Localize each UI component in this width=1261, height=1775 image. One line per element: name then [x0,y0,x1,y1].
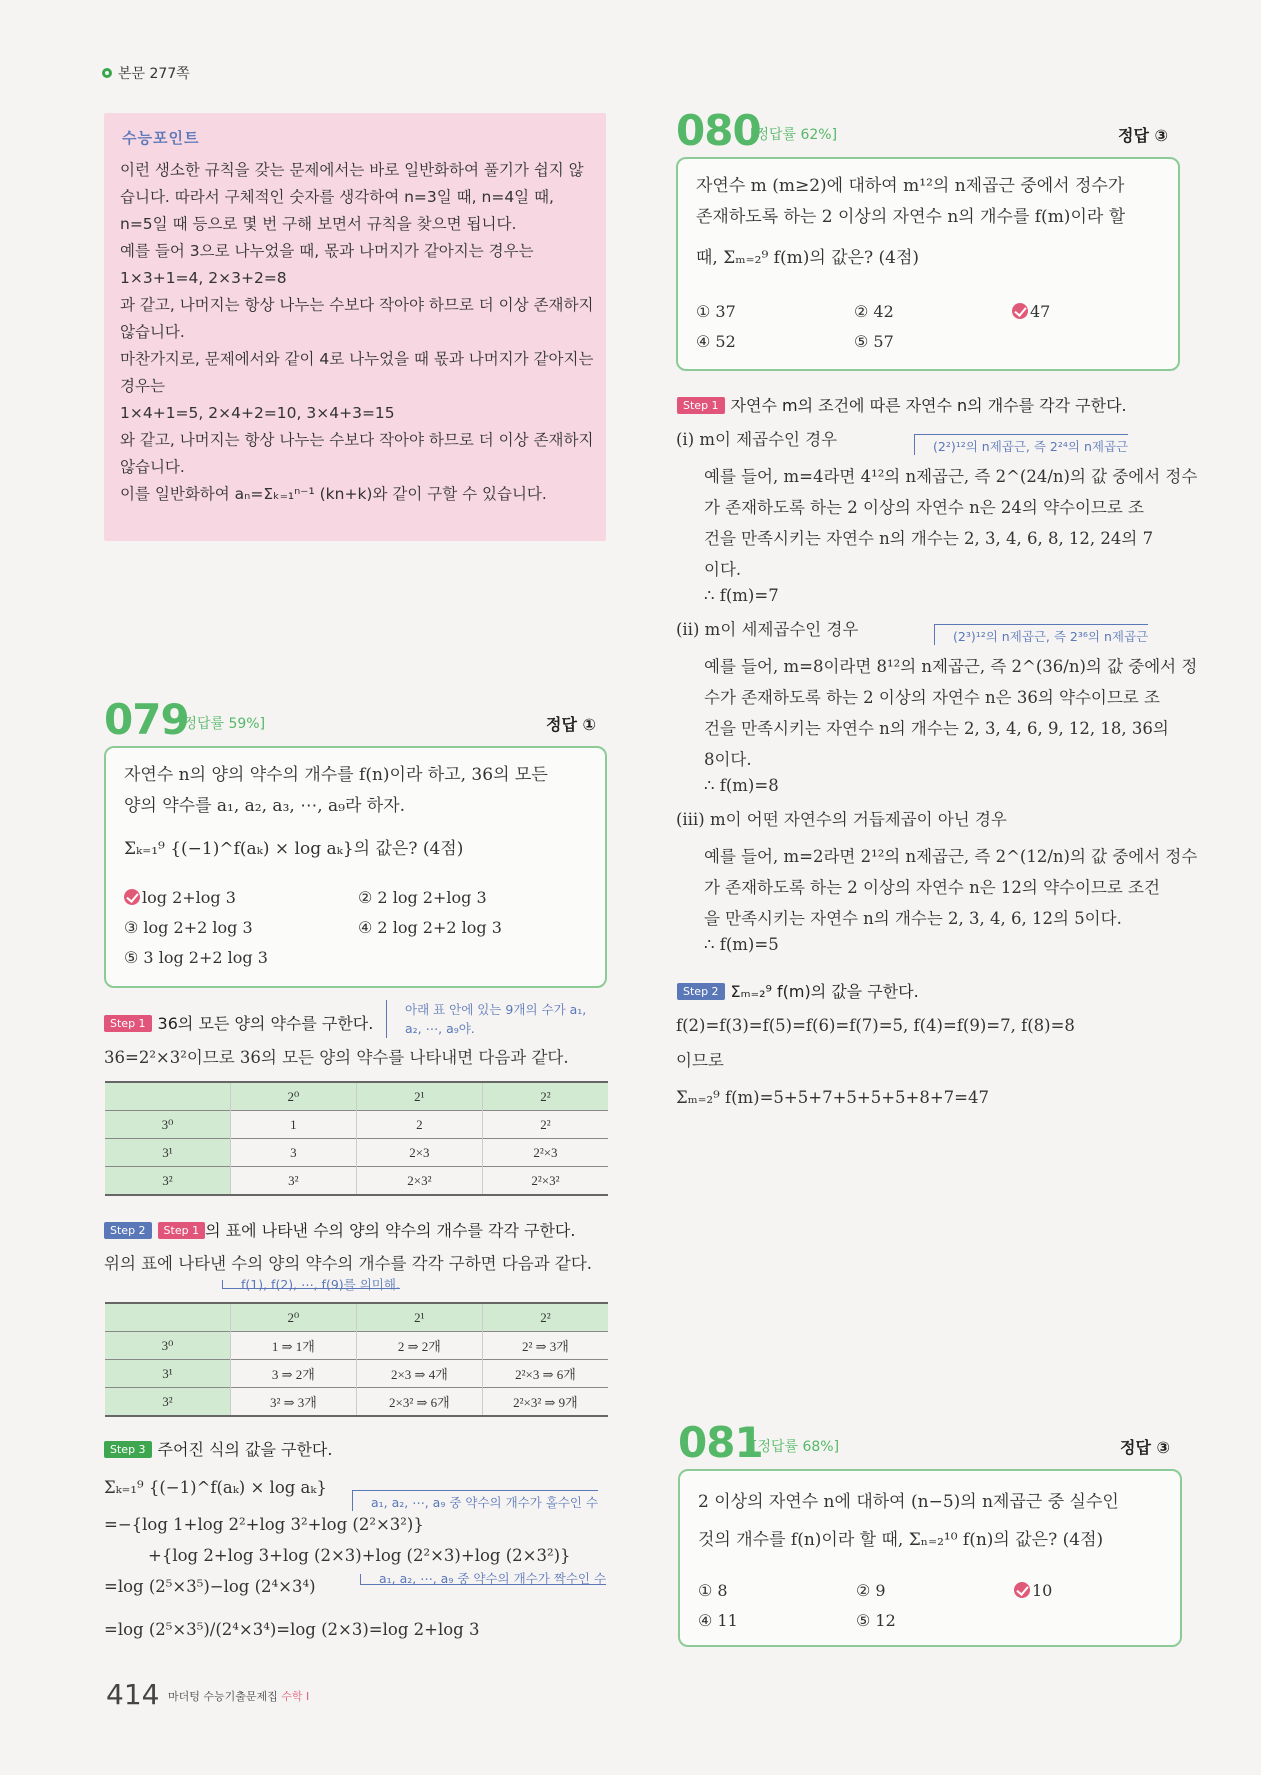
case-line: 을 만족시키는 자연수 n의 개수는 2, 3, 4, 6, 12의 5이다. [704,909,1122,928]
tip-line: 1×3+1=4, 2×3+2=8 [120,269,287,287]
option-3[interactable]: 10 [1014,1581,1052,1600]
option-1[interactable]: ① 8 [698,1581,728,1600]
question-line: 때, Σₘ₌₂⁹ f(m)의 값은? (4점) [696,248,920,268]
case-line: 수가 존재하도록 하는 2 이상의 자연수 n은 36의 약수이므로 조 [704,688,1160,707]
table-cell: 3⁰ [105,1111,230,1139]
table-cell: 2×3² [356,1167,482,1196]
problem-number: 080 [676,106,761,155]
step1-heading: Step 1 자연수 m의 조건에 따른 자연수 n의 개수를 각각 구한다. [677,393,1127,416]
step-badge: Step 1 [677,397,725,414]
tip-line: 이런 생소한 규칙을 갖는 문제에서는 바로 일반화하여 풀기가 쉽지 않 [120,161,584,179]
table-cell: 2⁰ [230,1082,356,1111]
case-line: 건을 만족시키는 자연수 n의 개수는 2, 3, 4, 6, 8, 12, 24의 7 [704,529,1154,548]
step-badge: Step 2 [104,1222,152,1239]
question-line: 양의 약수를 a₁, a₂, a₃, ⋯, a₉라 하자. [124,796,406,816]
step2-result: Σₘ₌₂⁹ f(m)=5+5+7+5+5+5+8+7=47 [676,1088,990,1107]
option-1[interactable]: log 2+log 3 [124,888,236,907]
table-cell: 2¹ [356,1082,482,1111]
option-5[interactable]: ⑤ 3 log 2+2 log 3 [124,948,268,967]
case-line: 가 존재하도록 하는 2 이상의 자연수 n은 24의 약수이므로 조 [704,498,1144,517]
calc-line: =log (2⁵×3⁵)/(2⁴×3⁴)=log (2×3)=log 2+log 3 [104,1620,480,1639]
tip-box [104,113,606,541]
table-cell: 2 [356,1111,482,1139]
correct-rate: [정답률 59%] [178,716,266,732]
option-3[interactable]: 47 [1012,302,1050,321]
table-cell: 2¹ [356,1303,482,1332]
table-cell: 1 ⇒ 1개 [230,1332,356,1360]
table-cell: 3¹ [105,1360,230,1388]
case-line: 예를 들어, m=4라면 4¹²의 n제곱근, 즉 2^(24/n)의 값 중에서 정수 [704,467,1198,486]
table-cell [105,1303,230,1332]
table-cell: 3 [230,1139,356,1167]
option-2[interactable]: ② 9 [856,1581,886,1600]
step1-note: 아래 표 안에 있는 9개의 수가 a₁, a₂, ⋯, a₉야. [386,1000,595,1038]
case2-note: (2³)¹²의 n제곱근, 즉 2³⁶의 n제곱근 [934,624,1148,645]
option-4[interactable]: ④ 2 log 2+2 log 3 [358,918,502,937]
option-5[interactable]: ⑤ 12 [856,1611,896,1630]
tip-line: 않습니다. [120,458,185,476]
case-line: 가 존재하도록 하는 2 이상의 자연수 n은 12의 약수이므로 조건 [704,878,1160,897]
case-heading: (ⅱ) m이 세제곱수인 경우 [676,620,859,639]
table-cell: 2² ⇒ 3개 [482,1332,608,1360]
table-cell: 2 ⇒ 2개 [356,1332,482,1360]
question-line: Σₖ₌₁⁹ {(−1)^f(aₖ) × log aₖ}의 값은? (4점) [124,839,464,859]
answer-label: 정답 ③ [1120,1438,1171,1457]
step-badge: Step 3 [104,1441,152,1458]
question-line: 존재하도록 하는 2 이상의 자연수 n의 개수를 f(m)이라 할 [696,207,1126,227]
step-badge: Step 1 [104,1015,152,1032]
step-badge: Step 2 [677,983,725,1000]
tip-line: 마찬가지로, 문제에서와 같이 4로 나누었을 때 몫과 나머지가 같아지는 [120,350,594,368]
case-result: ∴ f(m)=5 [704,935,779,954]
calc-line: =−{log 1+log 2²+log 3²+log (2²×3²)} [104,1515,424,1534]
case-heading: (ⅰ) m이 제곱수인 경우 [676,430,838,449]
question-box [678,1469,1182,1647]
case-line: 예를 들어, m=2라면 2¹²의 n제곱근, 즉 2^(12/n)의 값 중에서 정수 [704,847,1198,866]
question-line: 자연수 n의 양의 약수의 개수를 f(n)이라 하고, 36의 모든 [124,765,548,785]
calc-line: +{log 2+log 3+log (2×3)+log (2²×3)+log (2×3²)} [148,1546,571,1565]
option-2[interactable]: ② 2 log 2+log 3 [358,888,487,907]
step2-heading: Step 2 Σₘ₌₂⁹ f(m)의 값을 구한다. [677,979,919,1002]
answer-label: 정답 ③ [1118,126,1169,145]
case-line: 예를 들어, m=8이라면 8¹²의 n제곱근, 즉 2^(36/n)의 값 중에서 정 [704,657,1198,676]
step1-line: 36=2²×3²이므로 36의 모든 양의 약수를 나타내면 다음과 같다. [104,1048,569,1067]
table-cell: 2²×3 [482,1139,608,1167]
step2-note: f(1), f(2), ⋯, f(9)를 의미해. [222,1280,400,1289]
question-line: 2 이상의 자연수 n에 대하여 (n−5)의 n제곱근 중 실수인 [698,1492,1119,1512]
calc-line: =log (2⁵×3⁵)−log (2⁴×3⁴) [104,1577,316,1596]
case-result: ∴ f(m)=8 [704,776,779,795]
table-cell: 2² [482,1303,608,1332]
table-cell: 3¹ [105,1139,230,1167]
page-number: 414 [106,1678,160,1711]
page-header [102,63,190,83]
option-4[interactable]: ④ 11 [698,1611,738,1630]
table-cell: 1 [230,1111,356,1139]
tip-line: 1×4+1=5, 2×4+2=10, 3×4+3=15 [120,404,395,422]
subject-label: 수학 Ⅰ [281,1690,310,1703]
step-ref-badge: Step 1 [158,1222,206,1239]
case-result: ∴ f(m)=7 [704,586,779,605]
table-cell: 2×3² ⇒ 6개 [356,1388,482,1417]
case-line: 이다. [704,560,742,579]
case-line: 건을 만족시키는 자연수 n의 개수는 2, 3, 4, 6, 9, 12, 18, 36의 [704,719,1169,738]
header-label: 본문 277쪽 [118,66,190,82]
table-cell: 3 ⇒ 2개 [230,1360,356,1388]
correct-rate: [정답률 68%] [752,1439,840,1455]
table-cell: 2²×3 ⇒ 6개 [482,1360,608,1388]
option-1[interactable]: ① 37 [696,302,736,321]
answer-label: 정답 ① [546,715,597,734]
tip-body [120,157,592,508]
table-cell [105,1082,230,1111]
question-line: 자연수 m (m≥2)에 대하여 m¹²의 n제곱근 중에서 정수가 [696,176,1125,196]
check-mark-icon [1014,1582,1030,1598]
question-box [676,157,1180,371]
circle-icon [102,68,112,78]
table-cell: 3² [230,1167,356,1196]
tip-line: 습니다. 따라서 구체적인 숫자를 생각하여 n=3일 때, n=4일 때, [120,188,554,206]
tip-line: 이를 일반화하여 aₙ=Σₖ₌₁ⁿ⁻¹ (kn+k)와 같이 구할 수 있습니다. [120,485,547,503]
table-cell: 2² [482,1111,608,1139]
tip-line: n=5일 때 등으로 몇 번 구해 보면서 규칙을 찾으면 됩니다. [120,215,517,233]
correct-rate: [정답률 62%] [750,127,838,143]
tip-line: 않습니다. [120,323,185,341]
table-cell: 2⁰ [230,1303,356,1332]
table-cell: 3² [105,1388,230,1417]
case1-note: (2²)¹²의 n제곱근, 즉 2²⁴의 n제곱근 [914,434,1128,455]
table-cell: 2²×3² [482,1167,608,1196]
check-mark-icon [124,889,140,905]
table-cell: 2²×3² ⇒ 9개 [482,1388,608,1417]
option-5[interactable]: ⑤ 57 [854,332,894,351]
step2-heading: Step 2 Step 1 의 표에 나타낸 수의 양의 약수의 개수를 각각 구한다. [104,1218,575,1241]
case-line: 8이다. [704,750,752,769]
table-cell: 3⁰ [105,1332,230,1360]
case-heading: (ⅲ) m이 어떤 자연수의 거듭제곱이 아닌 경우 [676,810,1007,829]
problem-number: 079 [104,695,189,744]
divisor-table [105,1081,608,1196]
option-3[interactable]: ③ log 2+2 log 3 [124,918,253,937]
book-title: 마더텅 수능기출문제집 수학 Ⅰ [168,1690,310,1703]
table-cell: 2×3 [356,1139,482,1167]
calc-line: Σₖ₌₁⁹ {(−1)^f(aₖ) × log aₖ} [104,1478,327,1497]
step2-line: f(2)=f(3)=f(5)=f(6)=f(7)=5, f(4)=f(9)=7, f(8)=8 [676,1016,1075,1035]
question-box [104,746,607,988]
step3-heading: Step 3 주어진 식의 값을 구한다. [104,1437,332,1460]
check-mark-icon [1012,303,1028,319]
even-count-note: a₁, a₂, ⋯, a₉ 중 약수의 개수가 짝수인 수 [360,1574,606,1585]
step1-heading: Step 1 36의 모든 양의 약수를 구한다. [104,1011,373,1034]
step2-line: 위의 표에 나타낸 수의 양의 약수의 개수를 각각 구하면 다음과 같다. [104,1254,593,1273]
tip-line: 와 같고, 나머지는 항상 나누는 수보다 작아야 하므로 더 이상 존재하지 [120,431,594,449]
table-cell: 3² ⇒ 3개 [230,1388,356,1417]
tip-line: 예를 들어 3으로 나누었을 때, 몫과 나머지가 같아지는 경우는 [120,242,534,260]
option-4[interactable]: ④ 52 [696,332,736,351]
option-2[interactable]: ② 42 [854,302,894,321]
table-cell: 3² [105,1167,230,1196]
table-cell: 2×3 ⇒ 4개 [356,1360,482,1388]
tip-line: 과 같고, 나머지는 항상 나누는 수보다 작아야 하므로 더 이상 존재하지 [120,296,594,314]
count-table [105,1302,608,1417]
problem-number: 081 [678,1418,763,1467]
tip-line: 경우는 [120,377,165,395]
step2-line: 이므로 [676,1051,724,1070]
question-line: 것의 개수를 f(n)이라 할 때, Σₙ₌₂¹⁰ f(n)의 값은? (4점) [698,1530,1104,1550]
tip-title: 수능포인트 [122,129,200,147]
odd-count-note: a₁, a₂, ⋯, a₉ 중 약수의 개수가 홀수인 수 [352,1490,598,1511]
table-cell: 2² [482,1082,608,1111]
